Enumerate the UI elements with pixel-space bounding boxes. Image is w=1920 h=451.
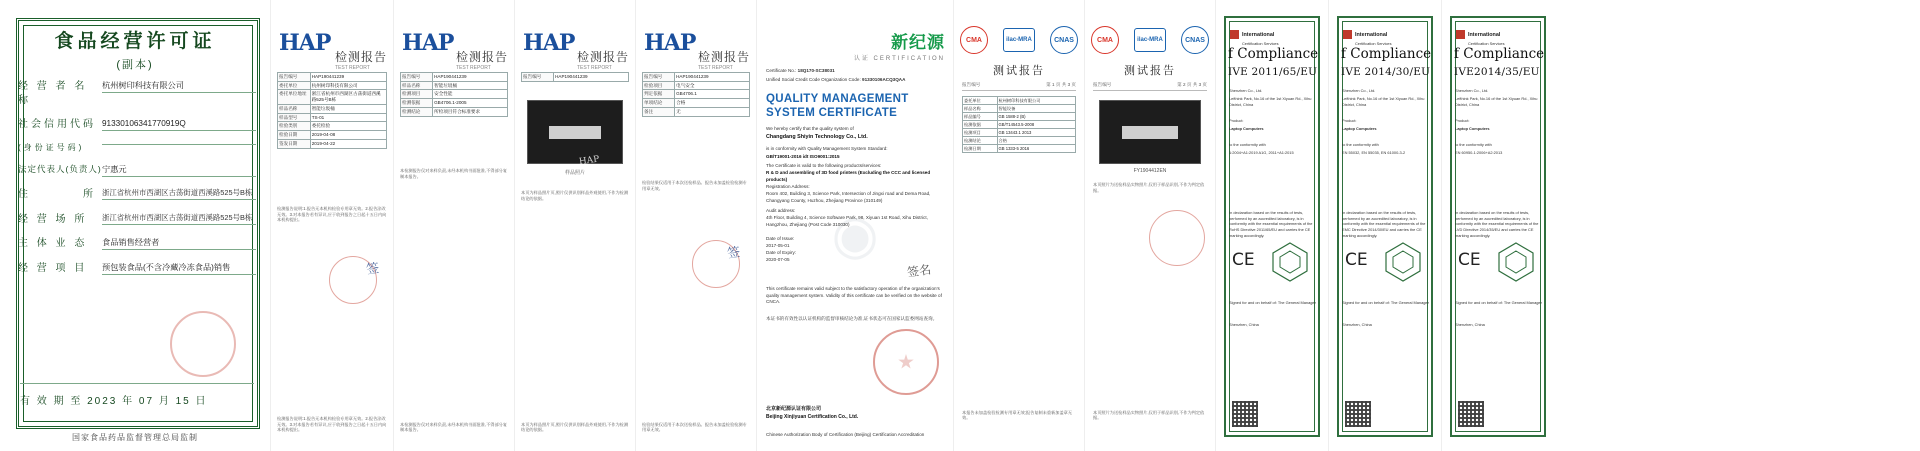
license-field-sublabel: (身份证号码) <box>18 142 85 152</box>
field-value: HAP190441239 <box>675 73 750 82</box>
report-footer-note: 检验结果仅适用于本次送检样品。报告未加盖检验检测专用章无效。 <box>642 421 747 433</box>
table-row <box>963 105 1076 113</box>
table-row <box>401 99 508 108</box>
standard-value: 1:2004+A1:2019 A1G, 2011+A1:2015 <box>1229 150 1294 155</box>
cell-value: GB/T14543.5-2008 <box>997 121 1075 129</box>
certificate-number-value: 18Q170-SC38031 <box>797 68 835 73</box>
license-row <box>18 143 256 154</box>
field-key: 委托单位地址 <box>278 90 311 104</box>
report-title-cn <box>698 48 750 71</box>
signature-label: Signed for and on behalf of: The General Manager <box>1455 300 1542 305</box>
table-row <box>401 81 508 90</box>
report-field-table <box>400 72 508 117</box>
declaration-body: In declaration based on the results of tests, performed by an accredited laboratory, is in conformity with the essential requirements of the LVD Directive 2014/35/EU and carries the CE marking accordingly. <box>1455 210 1539 238</box>
field-key: 单项结论 <box>643 99 675 108</box>
ilac-mra-mark-icon: ilac-MRA <box>1003 28 1035 52</box>
company-address: Lefthink Park, No.16 of the 1st Xiyuan Rd., Xihu District, China <box>1342 96 1425 107</box>
conformity-label: is in conformity with Quality Management System Standard: <box>766 146 888 151</box>
product-value: Laptop Computers <box>1342 126 1377 131</box>
certifier-name-cn: 新纪源 <box>891 33 945 52</box>
credit-code-line <box>766 77 944 84</box>
field-value: 安全性能 <box>433 90 508 99</box>
official-seal <box>170 311 236 377</box>
signature-mark: 签 <box>365 261 381 278</box>
expiry-date-label: Date of Expiry: <box>766 250 797 255</box>
field-key: 检验项目 <box>643 81 675 90</box>
cell-key: 检测项目 <box>963 129 998 137</box>
license-field-value: 预包装食品(不含冷藏冷冻食品)销售 <box>102 262 256 275</box>
cell-key: 样品编号 <box>963 113 998 121</box>
signature-label: Signed for and on behalf of: The General Manager <box>1229 300 1316 305</box>
table-row <box>643 81 750 90</box>
document-quality-management-certificate[interactable] <box>756 0 953 451</box>
report-meta <box>962 82 1076 91</box>
issuer-logo <box>1230 30 1318 39</box>
ce-mark-icon: CE <box>1345 250 1368 270</box>
document-cma-test-report-2[interactable] <box>1084 0 1215 451</box>
issue-date-label: Date of Issue: <box>766 236 795 241</box>
table-row <box>963 121 1076 129</box>
field-key: 检测依据 <box>401 99 433 108</box>
license-row <box>18 213 256 227</box>
license-field-label: 法定代表人(负责人) <box>18 164 102 175</box>
field-value: GB4706.1-2005 <box>433 99 508 108</box>
field-value: 浙江省杭州市西湖区古荡街道西溪路525号B栋 <box>310 90 386 104</box>
document-food-business-license[interactable] <box>0 0 270 451</box>
license-row <box>18 118 256 132</box>
product-value: Laptop Computers <box>1455 126 1490 131</box>
issuer-name: International <box>1468 31 1501 38</box>
report-title-text: 检测报告 <box>334 50 387 64</box>
hap-logo: HAP <box>644 30 696 56</box>
field-key: 备注 <box>643 107 675 116</box>
report-meta <box>1093 82 1207 91</box>
license-field-label: 住 所 <box>18 189 96 201</box>
field-value: 电气安全 <box>675 81 750 90</box>
sample-photo <box>1099 100 1201 164</box>
field-value: HAP190441239 <box>433 73 508 82</box>
cell-key: 检测日期 <box>963 145 998 153</box>
license-row <box>18 80 256 107</box>
validity-note-cn: 本证书的有效性以认证机构的监督审核结论为准,证书状态可在国家认监委网站查询。 <box>766 316 938 321</box>
report-footer-note: 本检测报告仅对来样负责,未经本机构书面批准,不得部分复制本报告。 <box>400 421 508 433</box>
inspection-seal <box>1149 210 1205 266</box>
field-value: HAP190441239 <box>554 73 629 82</box>
field-key: 样品名称 <box>401 81 433 90</box>
report-note: 本页为样品照片页,照片仅供识别样品外观使用,不作为检测结论的依据。 <box>521 190 629 201</box>
license-field-label: 社会信用代码 <box>18 119 96 130</box>
field-value: 无 <box>675 107 750 116</box>
report-title-text: 检测报告 <box>576 50 629 64</box>
issuer-subtitle: Certification Services <box>1468 41 1505 46</box>
report-title-en: TEST REPORT <box>697 65 733 71</box>
document-hap-test-report-2[interactable] <box>393 0 514 451</box>
page-indicator: 第 1 页 共 3 页 <box>1046 82 1076 87</box>
directive-reference: IVE 2011/65/EU <box>1228 66 1318 78</box>
document-hap-test-report-1[interactable] <box>270 0 393 451</box>
license-field-value: 食品销售经营者 <box>102 237 256 250</box>
brand-mark-icon <box>1343 30 1352 39</box>
issue-date-value: 2017-05-01 <box>766 243 790 248</box>
issuer-subtitle: Certification Services <box>1355 41 1392 46</box>
verification-qr-code <box>1232 401 1258 427</box>
license-issuer-footer: 国家食品药品监督管理总局监制 <box>72 433 198 442</box>
authorized-signature: 签名 <box>906 262 932 280</box>
license-field-label: 经 营 项 目 <box>18 262 88 274</box>
field-key: 样品型号 <box>278 113 311 122</box>
accreditation-marks <box>1091 26 1209 54</box>
credit-code-label: Unified Social Credit Code Organization Code: <box>766 77 861 82</box>
license-row <box>18 237 256 251</box>
table-row <box>522 73 629 82</box>
registration-address-value: Room 402, Building 3, Science Park, Intersection of Jingxi road and Dema Road, Changyang County, Huzhou, Zhejiang Province (310149) <box>766 191 931 203</box>
report-field-table <box>642 72 750 117</box>
photo-watermark: HAP <box>577 154 600 168</box>
table-row <box>278 131 387 140</box>
field-key: 样品名称 <box>278 104 311 113</box>
company-address: Lefthink Park, No.16 of the 1st Xiyuan Rd., Xihu District, China <box>1455 96 1538 107</box>
product-value: Laptop Computers <box>1229 126 1264 131</box>
document-hap-test-report-3[interactable] <box>514 0 635 451</box>
field-key: 委托单位 <box>278 81 311 90</box>
field-value: 杭州树印科技有限公司 <box>310 81 386 90</box>
field-value: 合格 <box>675 99 750 108</box>
standard-value: EN 60950-1:2006+A2:2013 <box>1455 150 1503 155</box>
report-title-text: 检测报告 <box>697 50 750 64</box>
table-row <box>643 107 750 116</box>
standard-value: GB/T19001-2016 idt ISO9001:2015 <box>766 154 840 159</box>
page-indicator: 第 2 页 共 3 页 <box>1177 82 1207 87</box>
signature-mark: 签 <box>726 245 742 262</box>
audit-address-label: Audit address: <box>766 208 796 213</box>
cell-key: 样品名称 <box>963 105 998 113</box>
certificate-number-line <box>766 68 944 75</box>
report-footer-note: 本报告未加盖检验检测专用章无效;报告复制未重新加盖章无效。 <box>962 409 1073 421</box>
field-value: 所检项目符合标准要求 <box>433 107 508 116</box>
verification-qr-code <box>1345 401 1371 427</box>
table-row <box>278 139 387 148</box>
company-name: Shenzhen Co., Ltd. <box>1229 88 1263 93</box>
product-label: Product: <box>1455 118 1470 123</box>
scope-value: R & D and assembling of 3D food printers (Excluding the CCC and licensed products) <box>766 170 931 182</box>
table-row <box>963 129 1076 137</box>
report-title-cn <box>335 48 387 71</box>
issuer-name: International <box>1355 31 1388 38</box>
report-title-cn <box>577 48 629 71</box>
table-row <box>643 90 750 99</box>
issuer-logo <box>1456 30 1544 39</box>
report-title-text: 检测报告 <box>455 50 508 64</box>
table-row <box>963 145 1076 153</box>
report-title: 测试报告 <box>993 65 1045 77</box>
place-of-issue: Shenzhen, China <box>1455 322 1485 327</box>
table-row <box>401 73 508 82</box>
background-watermark: ◉ <box>831 204 879 265</box>
field-value: 智能垃圾桶 <box>310 104 386 113</box>
certificate-title-line2: SYSTEM CERTIFICATE <box>766 107 898 119</box>
accreditation-marks <box>960 26 1078 54</box>
standard-label: to the conformity with <box>1229 142 1266 147</box>
certifier-name-en: 认证 CERTIFICATION <box>853 56 945 62</box>
registration-address-label: Registration Address: <box>766 184 810 189</box>
hap-logo: HAP <box>279 30 331 56</box>
declaration-body: In declaration based on the results of tests, performed by an accredited laboratory, is in conformity with the essential requirements of the EMC Directive 2014/30/EU and carries the CE marking accordingly. <box>1342 210 1426 238</box>
table-row <box>643 73 750 82</box>
document-hap-test-report-4[interactable] <box>635 0 756 451</box>
standard-label: to the conformity with <box>1342 142 1379 147</box>
table-row <box>643 99 750 108</box>
license-validity: 有 效 期 至 2023 年 07 月 15 日 <box>20 383 254 407</box>
ce-mark-icon: CE <box>1458 250 1481 270</box>
hap-logo: HAP <box>523 30 575 56</box>
report-title-en: TEST REPORT <box>455 65 491 71</box>
product-label: Product: <box>1229 118 1244 123</box>
license-row <box>18 164 256 177</box>
report-number-label: 报告编号 <box>1093 82 1112 87</box>
certified-company-name: Changdang Shiyin Technology Co., Ltd. <box>766 134 868 140</box>
declaration-title: f Compliance <box>1454 46 1545 62</box>
table-row <box>963 97 1076 105</box>
document-cma-test-report-1[interactable] <box>953 0 1084 451</box>
license-field-value <box>102 143 256 145</box>
table-row <box>963 113 1076 121</box>
license-field-value: 91330106341770919Q <box>102 118 256 131</box>
cma-mark-icon: CMA <box>960 26 988 54</box>
field-key: 报告编号 <box>401 73 433 82</box>
place-of-issue: Shenzhen, China <box>1342 322 1372 327</box>
license-fields <box>18 80 256 286</box>
report-footer-note: 本页为样品照片页,照片仅供识别样品外观使用,不作为检测结论的依据。 <box>521 421 629 433</box>
declaration-title: f Compliance <box>1228 46 1319 62</box>
license-field-label: 主 体 业 态 <box>18 238 88 250</box>
report-title-cn <box>456 48 508 71</box>
certifier-logo <box>854 28 945 62</box>
cell-key: 检测依据 <box>963 121 998 129</box>
photo-caption: FY1904412EN <box>1133 168 1167 174</box>
declaration-body: In declaration based on the results of tests, performed by an accredited laboratory, is in conformity with the essential requirements of the RoHS Directive 2011/65/EU and carries the CE marking accordingly. <box>1229 210 1313 238</box>
brand-mark-icon <box>1230 30 1239 39</box>
license-field-label: 经 营 者 名 称 <box>18 81 88 106</box>
document-eu-declaration-rohs[interactable] <box>1215 0 1328 451</box>
field-key: 判定依据 <box>643 90 675 99</box>
report-field-table <box>277 72 387 149</box>
credit-code-value: 91330106ACQ3QAA <box>862 77 906 82</box>
license-row <box>18 188 256 202</box>
cell-value: GB 1588-2 (B) <box>997 113 1075 121</box>
table-row <box>278 122 387 131</box>
document-eu-declaration-emc[interactable] <box>1328 0 1441 451</box>
table-row <box>278 113 387 122</box>
field-value: HAP190441239 <box>310 73 386 82</box>
scope-label: The Certificate is valid to the following products/services: <box>766 163 882 168</box>
company-name: Shenzhen Co., Ltd. <box>1342 88 1376 93</box>
field-value: 委托检验 <box>310 122 386 131</box>
report-footer-note: 检测报告说明:1.报告无本机构检验专用章无效。2.报告涂改无效。3.对本报告若有异议,应于收到报告之日起十五日内向本机构提出。 <box>277 415 387 433</box>
field-value: 智能垃圾桶 <box>433 81 508 90</box>
license-field-value: 杭州树印科技有限公司 <box>102 80 256 93</box>
cell-key: 委托单位 <box>963 97 998 105</box>
cell-key: 检测结论 <box>963 137 998 145</box>
declaration-title: f Compliance <box>1341 46 1432 62</box>
hap-logo: HAP <box>402 30 454 56</box>
table-row <box>401 107 508 116</box>
report-data-table <box>962 96 1076 153</box>
table-row <box>278 73 387 82</box>
field-value: TS-01 <box>310 113 386 122</box>
certificate-title-line1: QUALITY MANAGEMENT <box>766 93 909 105</box>
directive-reference: IVE2014/35/EU <box>1454 66 1540 78</box>
standard-label: to the conformity with <box>1455 142 1492 147</box>
audit-address-value: 4th Floor, Building 4, Science Software Park, 98, Xiyuan 1st Road, Xihu District, Hangzhou, Zhejiang (Post Code 310030) <box>766 215 928 227</box>
report-note: 本页照片为送检样品实物照片,仅用于样品识别,不作为判定依据。 <box>1093 182 1205 193</box>
table-row <box>963 137 1076 145</box>
cnas-mark-icon: CNAS <box>1050 26 1078 54</box>
field-key: 检测项目 <box>401 90 433 99</box>
company-name: Shenzhen Co., Ltd. <box>1455 88 1489 93</box>
cell-value: GB 13443.1 2013 <box>997 129 1075 137</box>
field-key: 报告编号 <box>643 73 675 82</box>
field-key: 检验日期 <box>278 131 311 140</box>
directive-reference: IVE 2014/30/EU <box>1341 66 1431 78</box>
license-title: 食品经营许可证 <box>54 30 216 52</box>
sample-photo <box>527 100 623 164</box>
brand-mark-icon <box>1456 30 1465 39</box>
product-label: Product: <box>1342 118 1357 123</box>
report-title-en: TEST REPORT <box>576 65 612 71</box>
hereby-text: We hereby certify that the quality system of <box>766 126 854 131</box>
report-field-table <box>521 72 629 82</box>
report-title: 测试报告 <box>1124 65 1176 77</box>
standard-value: EN 55032, EN 55035, EN 61000-3-2 <box>1342 150 1406 155</box>
cma-mark-icon: CMA <box>1091 26 1119 54</box>
validity-note: This certificate remains valid subject to the satisfactory operation of the organization's quality management system. Validity of this certificate can be verified on the website of CNCA. <box>766 286 942 305</box>
license-field-value: 浙江省杭州市西湖区古荡街道西溪路525号B栋 <box>102 188 256 200</box>
hologram-icon <box>1268 240 1312 284</box>
field-key: 报告编号 <box>278 73 311 82</box>
cell-value: 智能设备 <box>997 105 1075 113</box>
certification-seal <box>873 329 939 395</box>
hologram-icon <box>1494 240 1538 284</box>
ilac-mra-mark-icon: ilac-MRA <box>1134 28 1166 52</box>
field-value: GB4706.1 <box>675 90 750 99</box>
issuer-logo <box>1343 30 1431 39</box>
table-row <box>278 81 387 90</box>
certificate-number-label: Certificate No.: <box>766 68 797 73</box>
issuer-subtitle: Certification Services <box>1242 41 1279 46</box>
field-key: 检验类别 <box>278 122 311 131</box>
accreditation-note: Chinese Authorization Body of Certification (Beijing) Certification Accreditation <box>766 432 925 438</box>
field-value: 2019-04-22 <box>310 139 386 148</box>
report-number-label: 报告编号 <box>962 82 981 87</box>
license-row <box>18 262 256 276</box>
report-footer-note: 本页照片为送检样品实物照片,仅用于样品识别,不作为判定依据。 <box>1093 409 1205 421</box>
cell-value: GB 1333-5 2016 <box>997 145 1075 153</box>
report-note: 本检测报告仅对来样负责,未经本机构书面批准,不得部分复制本报告。 <box>400 168 508 179</box>
document-eu-declaration-lvd[interactable] <box>1441 0 1554 451</box>
issuer-name: International <box>1242 31 1275 38</box>
field-key: 签发日期 <box>278 139 311 148</box>
table-row <box>278 90 387 104</box>
table-row <box>278 104 387 113</box>
company-address: Lefthink Park, No.16 of the 1st Xiyuan Rd., Xihu District, China <box>1229 96 1312 107</box>
license-field-value: 浙江省杭州市西湖区古荡街道西溪路525号B栋 <box>102 213 256 225</box>
report-note: 检测报告说明:1.报告无本机构检验专用章无效。2.报告涂改无效。3.对本报告若有异议,应于收到报告之日起十五日内向本机构提出。 <box>277 206 387 223</box>
report-note: 检验结果仅适用于本次送检样品。报告未加盖检验检测专用章无效。 <box>642 180 747 191</box>
report-title-en: TEST REPORT <box>334 65 370 71</box>
photo-caption: 样品照片 <box>564 170 585 176</box>
license-subtitle: (副本) <box>116 59 154 71</box>
ce-mark-icon: CE <box>1232 250 1255 270</box>
issuer-name-cn: 北京新纪源认证有限公司 <box>766 405 822 412</box>
place-of-issue: Shenzhen, China <box>1229 322 1259 327</box>
verification-qr-code <box>1458 401 1484 427</box>
field-key: 检测结论 <box>401 107 433 116</box>
cnas-mark-icon: CNAS <box>1181 26 1209 54</box>
field-key: 报告编号 <box>522 73 554 82</box>
cell-value: 杭州树印科技有限公司 <box>997 97 1075 105</box>
expiry-date-value: 2020-07-05 <box>766 257 790 262</box>
field-value: 2019-04-08 <box>310 131 386 140</box>
license-field-value: 宁惠元 <box>102 164 256 177</box>
table-row <box>401 90 508 99</box>
signature-label: Signed for and on behalf of: The General Manager <box>1342 300 1429 305</box>
hologram-icon <box>1381 240 1425 284</box>
license-field-label: 经 营 场 所 <box>18 213 88 225</box>
cell-value: 合格 <box>997 137 1075 145</box>
issuer-name-en: Beijing Xinjiyuan Certification Co., Ltd. <box>766 413 859 420</box>
